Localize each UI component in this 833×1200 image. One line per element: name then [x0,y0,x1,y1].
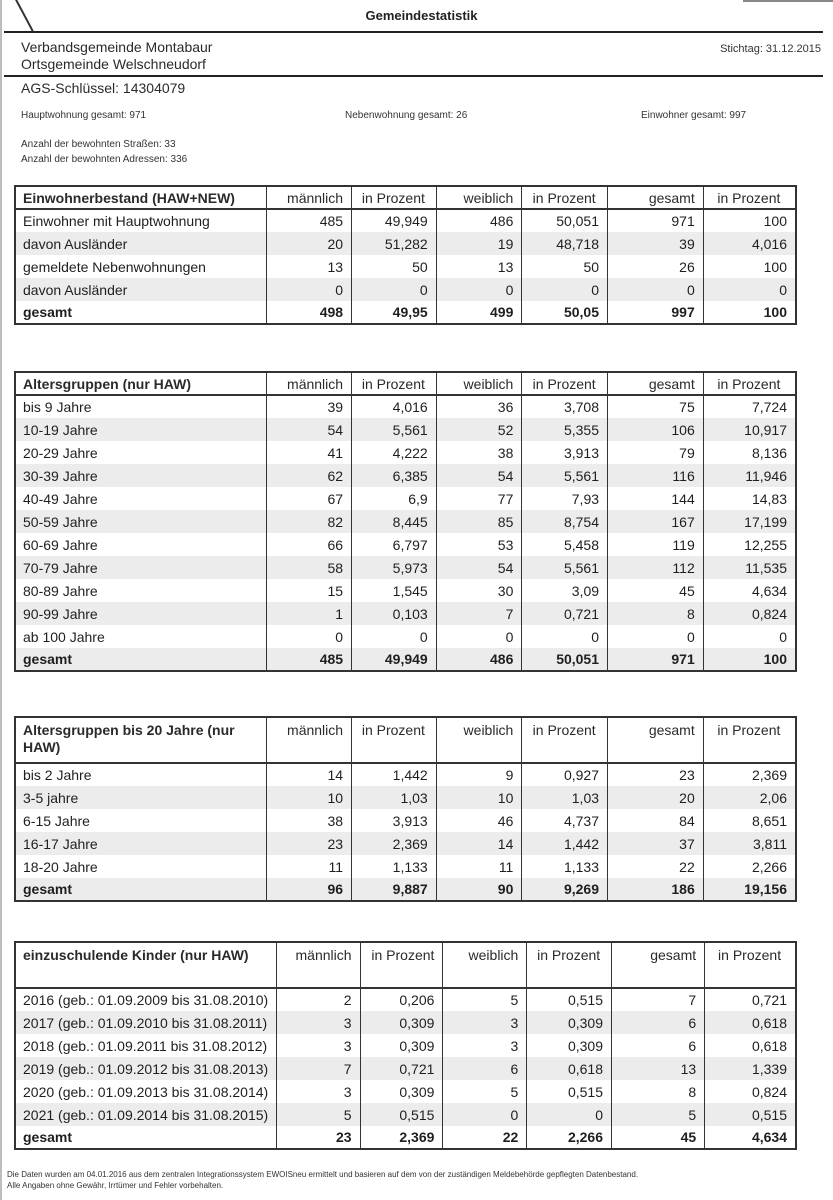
table-row [15,1057,796,1080]
cell-value: 62 [267,464,352,487]
cell-value: 0,309 [360,1011,443,1034]
cell-value: 48,718 [522,232,608,255]
cell-value: 50,051 [522,648,608,671]
cell-value: 0,824 [705,1080,796,1103]
cell-value: 11 [436,855,522,878]
table-row [15,1103,796,1126]
cell-value: 2,06 [703,786,796,809]
footer-disclaimer: Alle Angaben ohne Gewähr, Irrtümer und Fehler vorbehalten. [7,1181,224,1190]
column-header: gesamt [608,372,704,395]
cell-value: 8,754 [522,510,608,533]
cell-value: 0 [267,278,352,301]
row-label: 2018 (geb.: 01.09.2011 bis 31.08.2012) [15,1034,277,1057]
einzuschulende-kinder-table [14,941,797,1150]
cell-value: 8,651 [703,809,796,832]
cell-value: 3 [443,1011,527,1034]
cell-value: 3 [277,1080,360,1103]
row-label: 20-29 Jahre [15,441,267,464]
cell-value: 3,09 [522,579,608,602]
cell-value: 0,515 [527,988,612,1011]
table-title: Altersgruppen (nur HAW) [15,372,267,395]
table-title: einzuschulende Kinder (nur HAW) [15,942,277,988]
footer-data-source: Die Daten wurden am 04.01.2016 aus dem zentralen Integrationssystem EWOISneu ermittelt und basieren auf dem von der zuständigen Meldebehörde gepflegten Datenbestand. [7,1170,639,1179]
row-label: 2019 (geb.: 01.09.2012 bis 31.08.2013) [15,1057,277,1080]
cell-value: 66 [267,533,352,556]
row-label: bis 9 Jahre [15,395,267,418]
row-label: 30-39 Jahre [15,464,267,487]
cell-value: 8 [612,1080,705,1103]
cell-value: 0,618 [527,1057,612,1080]
table-row [15,602,796,625]
cell-value: 6 [443,1057,527,1080]
cell-value: 6,385 [352,464,437,487]
cell-value: 8,136 [703,441,796,464]
cell-value: 106 [608,418,704,441]
cell-value: 30 [436,579,522,602]
cell-value: 119 [608,533,704,556]
row-label: davon Ausländer [15,278,267,301]
cell-value: 22 [443,1126,527,1149]
cell-value: 1 [267,602,352,625]
table-title: Altersgruppen bis 20 Jahre (nur HAW) [15,717,267,763]
cell-value: 0 [703,278,796,301]
cell-value: 26 [608,255,704,278]
table-row [15,1126,796,1149]
cell-value: 2,266 [527,1126,612,1149]
cell-value: 5,561 [352,418,437,441]
row-label: 2021 (geb.: 01.09.2014 bis 31.08.2015) [15,1103,277,1126]
cell-value: 5,561 [522,556,608,579]
cell-value: 0,309 [360,1034,443,1057]
cell-value: 6 [612,1034,705,1057]
cell-value: 5,458 [522,533,608,556]
reference-date: Stichtag: 31.12.2015 [720,43,821,55]
cell-value: 1,545 [352,579,437,602]
cell-value: 11 [267,855,352,878]
row-label: 2020 (geb.: 01.09.2013 bis 31.08.2014) [15,1080,277,1103]
table-row [15,1011,796,1034]
row-label: 90-99 Jahre [15,602,267,625]
cell-value: 67 [267,487,352,510]
row-label: Einwohner mit Hauptwohnung [15,209,267,232]
table-row [15,988,796,1011]
summary-nebenwohnung: Nebenwohnung gesamt: 26 [345,110,468,121]
table-header-row [15,186,796,209]
cell-value: 8,445 [352,510,437,533]
page-title: Gemeindestatistik [365,8,478,23]
row-label: gesamt [15,878,267,901]
row-label: gesamt [15,301,267,324]
cell-value: 82 [267,510,352,533]
cell-value: 84 [608,809,704,832]
column-header: gesamt [612,942,705,988]
cell-value: 0,618 [705,1034,796,1057]
cell-value: 997 [608,301,704,324]
table-row [15,209,796,232]
cell-value: 4,016 [703,232,796,255]
cell-value: 9,887 [352,878,437,901]
cell-value: 0 [608,625,704,648]
cell-value: 12,255 [703,533,796,556]
cell-value: 499 [436,301,522,324]
cell-value: 1,339 [705,1057,796,1080]
cell-value: 46 [436,809,522,832]
cell-value: 0 [267,625,352,648]
cell-value: 19 [436,232,522,255]
table-row [15,579,796,602]
cell-value: 11,535 [703,556,796,579]
cell-value: 0,721 [360,1057,443,1080]
cell-value: 116 [608,464,704,487]
cell-value: 5 [443,1080,527,1103]
cell-value: 17,199 [703,510,796,533]
cell-value: 13 [612,1057,705,1080]
cell-value: 100 [703,255,796,278]
table-row [15,763,796,786]
table-row [15,855,796,878]
cell-value: 4,634 [703,579,796,602]
cell-value: 4,016 [352,395,437,418]
cell-value: 38 [267,809,352,832]
cell-value: 0,103 [352,602,437,625]
einwohnerbestand-table [14,185,797,325]
cell-value: 112 [608,556,704,579]
cell-value: 0 [352,278,437,301]
cell-value: 54 [436,464,522,487]
cell-value: 54 [267,418,352,441]
row-label: 80-89 Jahre [15,579,267,602]
verbandsgemeinde-name: Verbandsgemeinde Montabaur [21,39,213,55]
cell-value: 49,95 [352,301,437,324]
cell-value: 52 [436,418,522,441]
table-header-row [15,372,796,395]
cell-value: 54 [436,556,522,579]
row-label: 40-49 Jahre [15,487,267,510]
cell-value: 0,309 [527,1011,612,1034]
cell-value: 0 [436,625,522,648]
cell-value: 39 [608,232,704,255]
ortsgemeinde-name: Ortsgemeinde Welschneudorf [21,56,206,72]
cell-value: 5 [443,988,527,1011]
column-header: gesamt [608,717,704,763]
cell-value: 77 [436,487,522,510]
cell-value: 486 [436,209,522,232]
column-header: in Prozent [522,717,608,763]
cell-value: 0 [522,278,608,301]
row-label: gemeldete Nebenwohnungen [15,255,267,278]
cell-value: 6,9 [352,487,437,510]
header-rule-bottom [4,75,823,77]
table-title: Einwohnerbestand (HAW+NEW) [15,186,267,209]
altersgruppen-bis-20-table [14,716,797,902]
column-header: weiblich [436,717,522,763]
cell-value: 9,269 [522,878,608,901]
row-label: 50-59 Jahre [15,510,267,533]
cell-value: 0 [527,1103,612,1126]
cell-value: 13 [267,255,352,278]
cell-value: 0,206 [360,988,443,1011]
cell-value: 39 [267,395,352,418]
row-label: 6-15 Jahre [15,809,267,832]
column-header: in Prozent [705,942,796,988]
row-label: 60-69 Jahre [15,533,267,556]
table-row [15,878,796,901]
cell-value: 7,93 [522,487,608,510]
cell-value: 1,03 [522,786,608,809]
cell-value: 3,913 [522,441,608,464]
cell-value: 0,618 [705,1011,796,1034]
cell-value: 2,369 [703,763,796,786]
altersgruppen-table [14,371,797,672]
cell-value: 50 [352,255,437,278]
row-label: 3-5 jahre [15,786,267,809]
table-row [15,809,796,832]
cell-value: 2,369 [360,1126,443,1149]
cell-value: 15 [267,579,352,602]
table-row [15,301,796,324]
row-label: gesamt [15,1126,277,1149]
cell-value: 49,949 [352,209,437,232]
cell-value: 7 [612,988,705,1011]
cell-value: 49,949 [352,648,437,671]
cell-value: 1,03 [352,786,437,809]
row-label: ab 100 Jahre [15,625,267,648]
column-header: in Prozent [360,942,443,988]
column-header: in Prozent [703,717,796,763]
cell-value: 485 [267,648,352,671]
cell-value: 100 [703,301,796,324]
cell-value: 5,561 [522,464,608,487]
cell-value: 0,515 [705,1103,796,1126]
cell-value: 5,973 [352,556,437,579]
cell-value: 144 [608,487,704,510]
cell-value: 51,282 [352,232,437,255]
cell-value: 1,133 [352,855,437,878]
cell-value: 4,737 [522,809,608,832]
cell-value: 10 [267,786,352,809]
column-header: in Prozent [352,717,437,763]
cell-value: 0 [703,625,796,648]
cell-value: 23 [277,1126,360,1149]
table-row [15,625,796,648]
cell-value: 0 [436,278,522,301]
row-label: 10-19 Jahre [15,418,267,441]
column-header: weiblich [436,372,522,395]
column-header: männlich [267,372,352,395]
cell-value: 0 [522,625,608,648]
cell-value: 486 [436,648,522,671]
row-label: 18-20 Jahre [15,855,267,878]
cell-value: 498 [267,301,352,324]
column-header: weiblich [436,186,522,209]
table-row [15,510,796,533]
table-row [15,418,796,441]
row-label: gesamt [15,648,267,671]
cell-value: 0 [443,1103,527,1126]
cell-value: 100 [703,648,796,671]
cell-value: 85 [436,510,522,533]
cell-value: 0,309 [360,1080,443,1103]
cell-value: 0,721 [522,602,608,625]
cell-value: 971 [608,648,704,671]
cell-value: 14,83 [703,487,796,510]
cell-value: 10,917 [703,418,796,441]
header-rule-top [4,31,823,33]
count-streets: Anzahl der bewohnten Straßen: 33 [21,139,176,150]
cell-value: 79 [608,441,704,464]
table-header-row [15,942,796,988]
cell-value: 50 [522,255,608,278]
cell-value: 3,708 [522,395,608,418]
cell-value: 14 [267,763,352,786]
table-row [15,441,796,464]
cell-value: 41 [267,441,352,464]
cell-value: 1,133 [522,855,608,878]
cell-value: 5 [612,1103,705,1126]
cell-value: 58 [267,556,352,579]
cell-value: 485 [267,209,352,232]
cell-value: 3 [443,1034,527,1057]
table-row [15,648,796,671]
cell-value: 23 [267,832,352,855]
cell-value: 96 [267,878,352,901]
table-row [15,786,796,809]
cell-value: 3 [277,1034,360,1057]
cell-value: 13 [436,255,522,278]
cell-value: 1,442 [352,763,437,786]
cell-value: 37 [608,832,704,855]
cell-value: 6,797 [352,533,437,556]
cell-value: 100 [703,209,796,232]
cell-value: 90 [436,878,522,901]
cell-value: 7 [277,1057,360,1080]
cell-value: 53 [436,533,522,556]
cell-value: 45 [612,1126,705,1149]
cell-value: 22 [608,855,704,878]
cell-value: 8 [608,602,704,625]
column-header: männlich [267,186,352,209]
table-row [15,487,796,510]
table-row [15,832,796,855]
ags-key: AGS-Schlüssel: 14304079 [21,80,186,96]
cell-value: 2,266 [703,855,796,878]
table-row [15,1080,796,1103]
cell-value: 7,724 [703,395,796,418]
column-header: in Prozent [703,372,796,395]
column-header: in Prozent [527,942,612,988]
table-row [15,278,796,301]
cell-value: 0,721 [705,988,796,1011]
row-label: 2017 (geb.: 01.09.2010 bis 31.08.2011) [15,1011,277,1034]
row-label: 2016 (geb.: 01.09.2009 bis 31.08.2010) [15,988,277,1011]
table-row [15,1034,796,1057]
cell-value: 20 [608,786,704,809]
cell-value: 0 [352,625,437,648]
cell-value: 0,824 [703,602,796,625]
cell-value: 2 [277,988,360,1011]
column-header: in Prozent [703,186,796,209]
table-row [15,255,796,278]
table-row [15,395,796,418]
cell-value: 38 [436,441,522,464]
cell-value: 6 [612,1011,705,1034]
cell-value: 50,05 [522,301,608,324]
table-row [15,464,796,487]
column-header: in Prozent [352,186,437,209]
column-header: männlich [277,942,360,988]
cell-value: 971 [608,209,704,232]
table-row [15,556,796,579]
row-label: 70-79 Jahre [15,556,267,579]
column-header: männlich [267,717,352,763]
cell-value: 0,515 [360,1103,443,1126]
column-header: in Prozent [352,372,437,395]
cell-value: 0,515 [527,1080,612,1103]
cell-value: 14 [436,832,522,855]
column-header: gesamt [608,186,704,209]
cell-value: 7 [436,602,522,625]
row-label: bis 2 Jahre [15,763,267,786]
summary-einwohner: Einwohner gesamt: 997 [641,110,747,121]
cell-value: 4,634 [705,1126,796,1149]
column-header: in Prozent [522,372,608,395]
cell-value: 1,442 [522,832,608,855]
cell-value: 20 [267,232,352,255]
cell-value: 4,222 [352,441,437,464]
scan-edge [0,0,2,1200]
cell-value: 10 [436,786,522,809]
cell-value: 186 [608,878,704,901]
cell-value: 11,946 [703,464,796,487]
cell-value: 45 [608,579,704,602]
row-label: 16-17 Jahre [15,832,267,855]
cell-value: 167 [608,510,704,533]
cell-value: 3,811 [703,832,796,855]
table-header-row [15,717,796,763]
column-header: weiblich [443,942,527,988]
cell-value: 3,913 [352,809,437,832]
cell-value: 23 [608,763,704,786]
cell-value: 2,369 [352,832,437,855]
count-addresses: Anzahl der bewohnten Adressen: 336 [21,154,188,165]
table-row [15,533,796,556]
column-header: in Prozent [522,186,608,209]
cell-value: 19,156 [703,878,796,901]
cell-value: 36 [436,395,522,418]
cell-value: 3 [277,1011,360,1034]
table-row [15,232,796,255]
cell-value: 50,051 [522,209,608,232]
cell-value: 75 [608,395,704,418]
cell-value: 5 [277,1103,360,1126]
cell-value: 0 [608,278,704,301]
scan-edge-top [743,0,833,2]
summary-hauptwohnung: Hauptwohnung gesamt: 971 [21,110,147,121]
cell-value: 0,309 [527,1034,612,1057]
cell-value: 9 [436,763,522,786]
row-label: davon Ausländer [15,232,267,255]
cell-value: 5,355 [522,418,608,441]
cell-value: 0,927 [522,763,608,786]
